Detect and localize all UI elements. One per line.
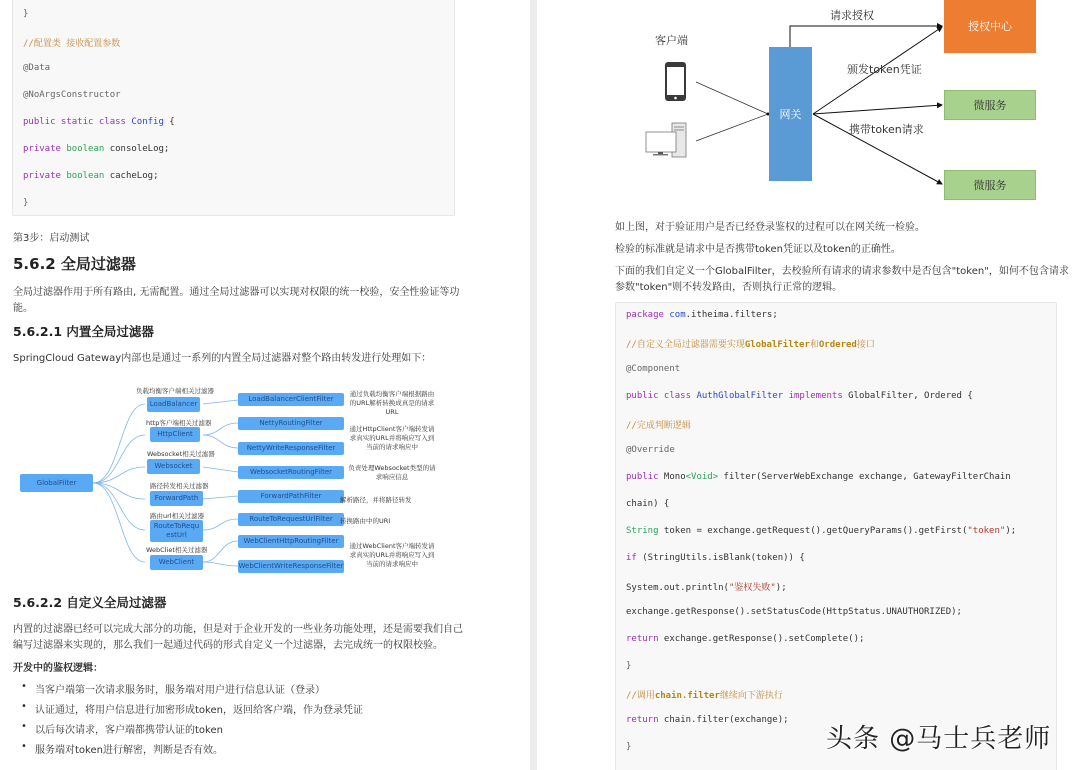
code-line: }: [23, 9, 29, 19]
auth-flow-diagram: [537, 0, 1075, 205]
bullet-item: • 认证通过，将用户信息进行加密形成token，返回给客户端，作为登录凭证: [35, 701, 363, 716]
heading-5-6-2-2: 5.6.2.2 自定义全局过滤器: [13, 595, 167, 610]
client-label: 客户端: [655, 34, 688, 47]
code-annotation: @NoArgsConstructor: [23, 90, 121, 100]
heading-5-6-2: 5.6.2 全局过滤器: [13, 255, 136, 273]
mindmap-leaf: WebsocketRoutingFilter: [238, 466, 344, 479]
watermark: 头条 @马士兵老师: [826, 724, 1052, 754]
code-line: chain) {: [626, 499, 670, 509]
code-line: if (StringUtils.isBlank(token)) {: [626, 553, 805, 563]
mindmap-group-label: 路径转发相关过滤器: [150, 482, 209, 490]
mindmap-leaf: ForwardPathFilter: [238, 490, 344, 503]
mindmap-description: 负责处理Websocket类型的请求响应信息: [348, 464, 436, 481]
code-line: private boolean cacheLog;: [23, 171, 159, 181]
code-line: public Mono<Void> filter(ServerWebExchange exchange, GatewayFilterChain: [626, 472, 1011, 482]
microservice-box-2: 微服务: [944, 170, 1036, 200]
mindmap-description: 通过WebClient客户端转发请求真实的URL并将响应写入到当前的请求响应中: [349, 542, 435, 568]
code-comment: //配置类 接收配置参数: [23, 39, 121, 49]
config-code-block: [12, 0, 455, 216]
mindmap-group-label: 负载均衡客户端相关过滤器: [136, 387, 214, 395]
code-line: return exchange.getResponse().setComplete();: [626, 634, 865, 644]
heading-5-6-2-1: 5.6.2.1 内置全局过滤器: [13, 324, 154, 339]
bullet-item: • 当客户端第一次请求服务时，服务端对用户进行信息认证（登录）: [35, 681, 325, 696]
global-filter-mindmap: [0, 380, 460, 580]
bullet-item: • 服务端对token进行解密，判断是否有效。: [35, 741, 223, 756]
paragraph: 编写过滤器来实现的，那么我们一起通过代码的形式自定义一个过滤器，去完成统一的权限校验。: [13, 640, 443, 651]
code-line: }: [626, 742, 632, 752]
right-page: [537, 0, 1075, 770]
code-line: System.out.println("鉴权失败");: [626, 583, 787, 593]
desktop-computer-icon: [646, 123, 686, 157]
mindmap-group-label: Websocket相关过滤器: [147, 450, 215, 458]
mindmap-node-webclient: WebClient: [150, 555, 203, 570]
paragraph: 全局过滤器作用于所有路由, 无需配置。通过全局过滤器可以实现对权限的统一校验，安全性验证等功: [13, 287, 460, 298]
mindmap-group-label: http客户端相关过滤器: [146, 419, 212, 427]
code-line: }: [23, 198, 29, 208]
paragraph: 参数"token"则不转发路由，否则执行正常的逻辑。: [615, 282, 843, 293]
left-page: [0, 0, 530, 770]
mindmap-leaf: WebClientHttpRoutingFilter: [238, 535, 344, 548]
mindmap-description: 通过负载均衡客户端根据路由的URL解析转换成真是的请求URL: [349, 390, 435, 416]
mindmap-description: 转换路由中的URI: [340, 517, 391, 525]
page-gutter: [530, 0, 537, 770]
mindmap-node-forwardpath: ForwardPath: [150, 491, 203, 506]
mindmap-node-routetorequesturl: RouteToRequestUrl: [150, 520, 203, 542]
microservice-box-1: 微服务: [944, 90, 1036, 120]
code-line: package com.itheima.filters;: [626, 310, 778, 320]
mindmap-description: 解析路径，并将路径转发: [340, 496, 412, 504]
mindmap-leaf: NettyWriteResponseFilter: [238, 442, 344, 455]
paragraph: 检验的标准就是请求中是否携带token凭证以及token的正确性。: [615, 244, 901, 255]
mindmap-leaf: NettyRoutingFilter: [238, 417, 344, 430]
code-comment: //自定义全局过滤器需要实现GlobalFilter和Ordered接口: [626, 340, 875, 350]
paragraph: 下面的我们自定义一个GlobalFilter，去校验所有请求的请求参数中是否包含"token"，如何不包含请求: [615, 266, 1069, 277]
bullet-item: • 以后每次请求，客户端都携带认证的token: [35, 721, 223, 736]
mindmap-node-loadbalancer: LoadBalancer: [147, 397, 200, 412]
code-line: return chain.filter(exchange);: [626, 715, 789, 725]
code-line: }: [626, 661, 632, 671]
mindmap-description: 通过HttpClient客户端转发请求真实的URL并将响应写入到当前的请求响应中: [349, 425, 435, 451]
edge-label-carry-token: 携带token请求: [849, 123, 924, 136]
step3-text: 第3步：启动测试: [13, 233, 90, 244]
code-line: public static class Config {: [23, 117, 175, 127]
code-line: private boolean consoleLog;: [23, 144, 170, 154]
mindmap-leaf: LoadBalancerClientFilter: [238, 393, 344, 406]
edge-label-request-auth: 请求授权: [830, 9, 874, 22]
auth-filter-code-block: [615, 302, 1057, 770]
code-line: String token = exchange.getRequest().getQueryParams().getFirst("token");: [626, 526, 1017, 536]
code-annotation: @Override: [626, 445, 675, 455]
paragraph: 能。: [13, 303, 33, 314]
gateway-box: 网关: [769, 47, 812, 181]
auth-logic-title: 开发中的鉴权逻辑：: [13, 663, 103, 674]
code-annotation: @Component: [626, 364, 681, 374]
mindmap-group-label: WebCliet相关过滤器: [146, 546, 208, 554]
mindmap-leaf: RouteToRequestUrlFilter: [238, 513, 344, 526]
mindmap-group-label: 路由url相关过滤器: [150, 512, 205, 520]
code-line: public class AuthGlobalFilter implements GlobalFilter, Ordered {: [626, 391, 973, 401]
paragraph: 如上图，对于验证用户是否已经登录鉴权的过程可以在网关统一检验。: [615, 222, 925, 233]
code-comment: //完成判断逻辑: [626, 421, 691, 431]
mindmap-root-node: GlobalFilter: [20, 474, 93, 492]
phone-icon: [665, 62, 686, 101]
paragraph: 内置的过滤器已经可以完成大部分的功能，但是对于企业开发的一些业务功能处理，还是需要我们自己: [13, 624, 463, 635]
mindmap-node-httpclient: HttpClient: [150, 427, 200, 442]
mindmap-leaf: WebClientWriteResponseFilter: [238, 560, 344, 573]
mindmap-node-websocket: Websocket: [147, 459, 200, 474]
paragraph: SpringCloud Gateway内部也是通过一系列的内置全局过滤器对整个路由转发进行处理如下：: [13, 353, 432, 364]
code-comment: //调用chain.filter继续向下游执行: [626, 691, 783, 701]
auth-center-box: 授权中心: [944, 0, 1036, 53]
code-annotation: @Data: [23, 63, 51, 73]
code-line: exchange.getResponse().setStatusCode(HttpStatus.UNAUTHORIZED);: [626, 607, 962, 617]
edge-label-issue-token: 颁发token凭证: [847, 63, 922, 76]
